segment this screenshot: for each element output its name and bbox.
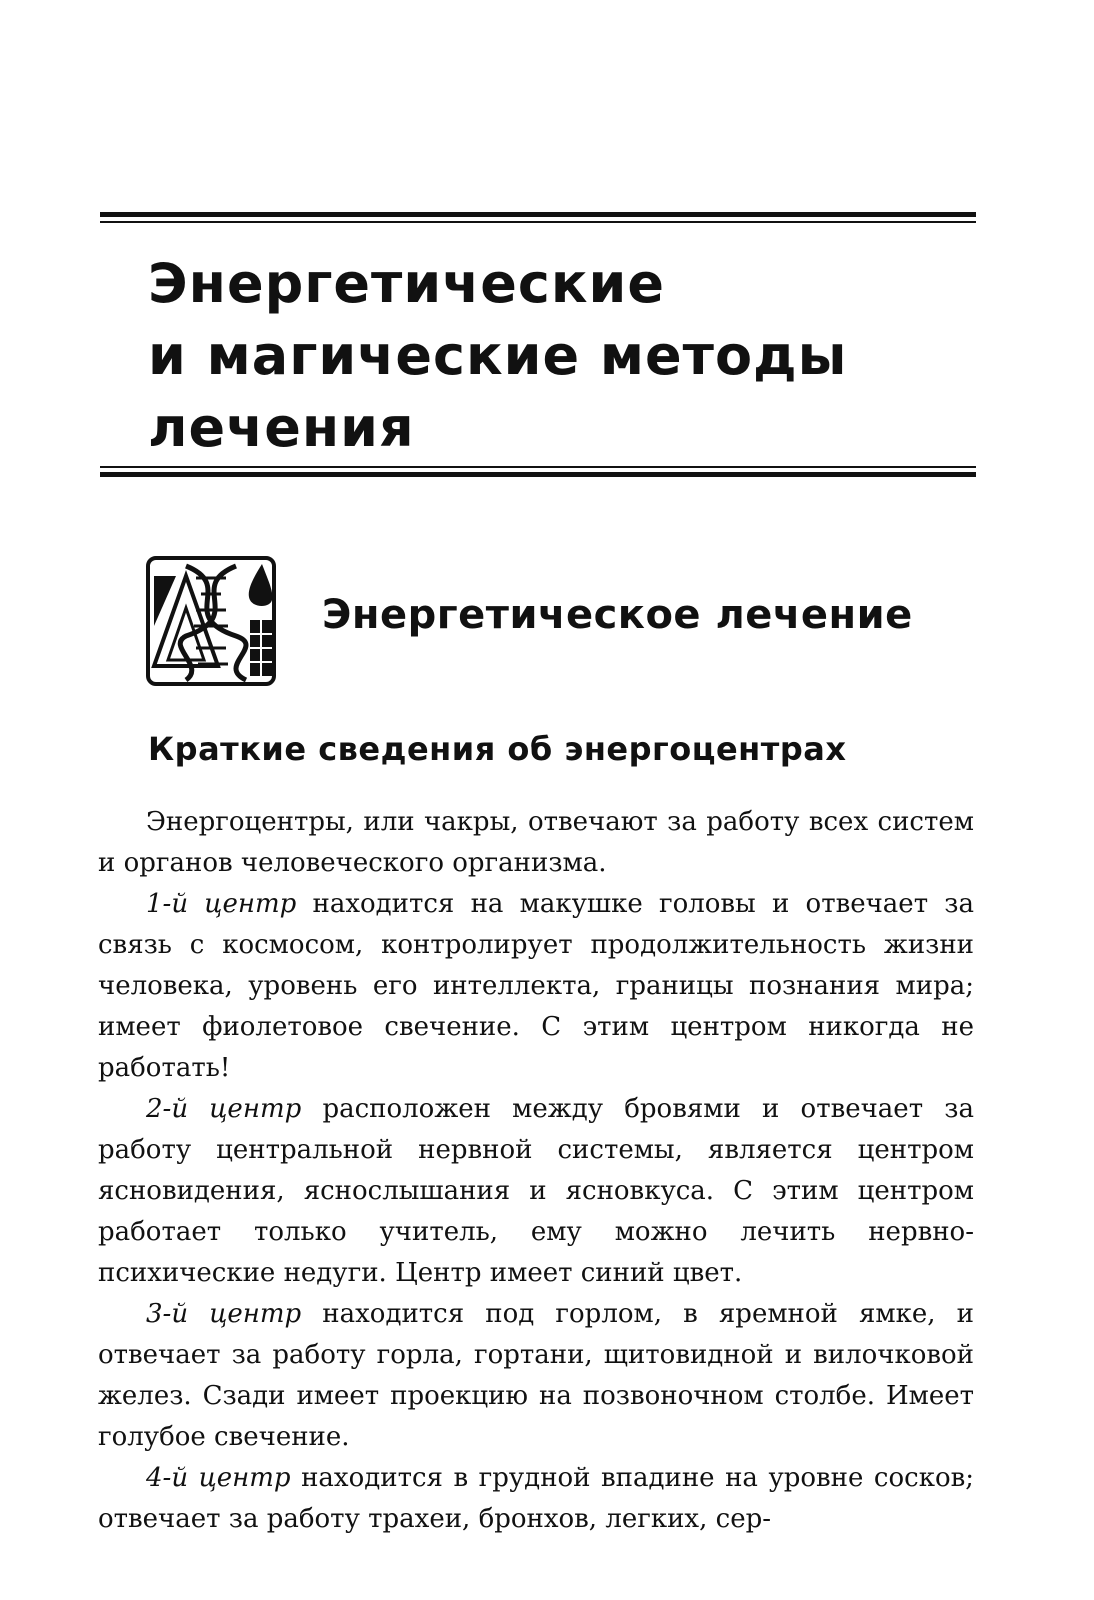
chapter-title-line-3: лечения	[148, 396, 415, 459]
dna-pyramid-emblem-icon	[146, 556, 276, 686]
paragraph-text: Энергоцентры, или чакры, отвечают за работу всех систем и органов человеческого организма.	[98, 807, 974, 878]
bottom-rule	[100, 466, 976, 477]
chapter-title-line-1: Энергетические	[148, 252, 666, 315]
center-lead: 2-й центр	[146, 1094, 302, 1124]
paragraph-center-2	[98, 1089, 974, 1294]
chapter-title-line-2: и магические методы	[148, 324, 848, 387]
subsection-title: Краткие сведения об энергоцентрах	[148, 730, 847, 768]
center-lead: 4-й центр	[146, 1463, 291, 1493]
paragraph-center-1	[98, 884, 974, 1089]
center-lead: 3-й центр	[146, 1299, 302, 1329]
paragraph-text: находится под горлом, в яремной ямке, и отвечает за работу горла, гортани, щитовидной и вилочковой желез. Сзади имеет проекцию на позвоночном столбе. Имеет голубое свечение.	[98, 1299, 974, 1452]
paragraph-text: находится на макушке головы и отвечает за связь с космосом, контролирует продолжительность жизни человека, уровень его интеллекта, границы познания мира; имеет фиолетовое свечение. С этим центром никогда не работать!	[98, 889, 974, 1083]
paragraph-center-4	[98, 1458, 974, 1540]
paragraph-intro	[98, 802, 974, 884]
paragraph-text: находится в грудной впадине на уровне сосков; отвечает за работу трахеи, бронхов, легких, сер-	[98, 1463, 974, 1534]
paragraph-text: расположен между бровями и отвечает за работу центральной нервной системы, является центром ясновидения, яснослышания и ясновкуса. С этим центром работает только учитель, ему можно лечить нервно-психические недуги. Центр имеет синий цвет.	[98, 1094, 974, 1288]
section-title: Энергетическое лечение	[322, 592, 913, 638]
paragraph-center-3	[98, 1294, 974, 1458]
chapter-title	[148, 248, 968, 464]
top-rule	[100, 212, 976, 223]
body-text	[98, 802, 974, 1540]
center-lead: 1-й центр	[146, 889, 297, 919]
